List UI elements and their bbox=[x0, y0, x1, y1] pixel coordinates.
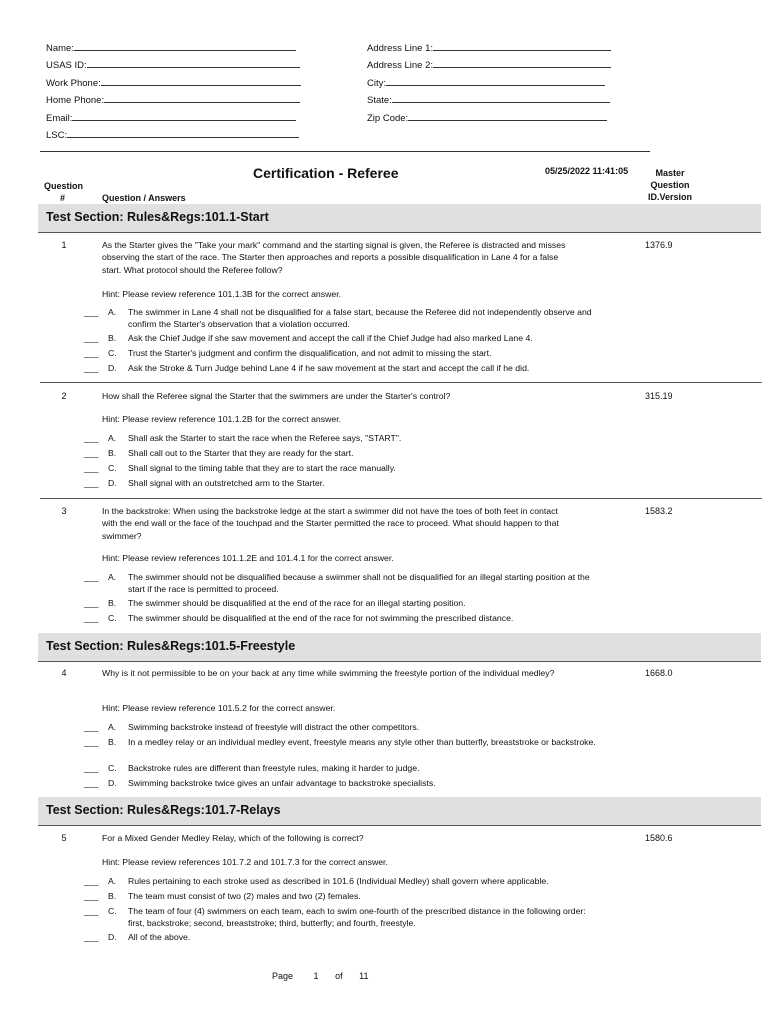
answer-option[interactable] bbox=[84, 891, 604, 903]
question-text: As the Starter gives the "Take your mark" command and the starting signal is given, the Referee is distracted and misses observing the start of the race. The Starter then approaches and reports a possible disqualification in Lane 4 for a false start. What protocol should the Referee follow? bbox=[102, 240, 566, 275]
section-title: Test Section: Rules&Regs:101.5-Freestyle bbox=[46, 639, 296, 653]
state-field[interactable] bbox=[367, 92, 610, 106]
answer-text: Rules pertaining to each stroke used as described in 101.6 (Individual Medley) shall govern where applicable. bbox=[128, 876, 549, 886]
answer-text: Swimming backstroke instead of freestyle will distract the other competitors. bbox=[128, 722, 420, 732]
answer-blank: ___ bbox=[84, 448, 99, 458]
answer-option[interactable] bbox=[84, 932, 604, 944]
answer-text: All of the above. bbox=[128, 932, 191, 942]
answer-letter: A. bbox=[108, 307, 117, 317]
question-id: 1583.2 bbox=[645, 506, 673, 516]
answer-option[interactable] bbox=[84, 737, 604, 749]
section-title: Test Section: Rules&Regs:101.1-Start bbox=[46, 210, 269, 224]
answer-blank: ___ bbox=[84, 932, 99, 942]
answer-text: The swimmer should not be disqualified because a swimmer shall not be disqualified for an illegal starting position at the start if the race is permitted to proceed. bbox=[128, 572, 590, 594]
email-label: Email: bbox=[46, 113, 73, 124]
question-number: 4 bbox=[61, 668, 67, 678]
zip-field[interactable] bbox=[367, 110, 607, 124]
lsc-label: LSC: bbox=[46, 130, 68, 141]
of-label: of bbox=[335, 971, 343, 981]
question-id: 1580.6 bbox=[645, 833, 673, 843]
answer-letter: B. bbox=[108, 891, 117, 901]
address2-line bbox=[433, 57, 611, 68]
answer-letter: B. bbox=[108, 333, 117, 343]
address2-label: Address Line 2: bbox=[367, 60, 434, 71]
answer-blank: ___ bbox=[84, 906, 99, 916]
usas-id-label: USAS ID: bbox=[46, 60, 87, 71]
answer-text: Shall ask the Starter to start the race when the Referee says, "START". bbox=[128, 433, 402, 443]
answer-blank: ___ bbox=[84, 876, 99, 886]
answer-option[interactable] bbox=[84, 363, 604, 375]
test-section-start bbox=[38, 204, 761, 233]
answer-blank: ___ bbox=[84, 307, 99, 317]
question-hint: Hint: Please review reference 101.5.2 for the correct answer. bbox=[102, 703, 336, 713]
answer-letter: D. bbox=[108, 478, 117, 488]
answer-text: The swimmer in Lane 4 shall not be disqualified for a false start, because the Referee did not independently observe and confirm the Starter's observation that a violation occurred. bbox=[128, 307, 592, 329]
test-section-relays bbox=[38, 797, 761, 826]
col-qa-label: Question / Answers bbox=[102, 193, 186, 203]
answer-text: Ask the Chief Judge if she saw movement and accept the call if the Chief Judge had also marked Lane 4. bbox=[128, 333, 533, 343]
question-hint: Hint: Please review references 101.7.2 and 101.7.3 for the correct answer. bbox=[102, 857, 388, 867]
lsc-line bbox=[67, 127, 299, 138]
page-total: 11 bbox=[359, 971, 369, 981]
question-text: For a Mixed Gender Medley Relay, which of the following is correct? bbox=[102, 833, 364, 843]
answer-blank: ___ bbox=[84, 598, 99, 608]
answer-blank: ___ bbox=[84, 778, 99, 788]
answer-blank: ___ bbox=[84, 333, 99, 343]
answer-option[interactable] bbox=[84, 778, 604, 790]
answer-letter: D. bbox=[108, 363, 117, 373]
answer-blank: ___ bbox=[84, 348, 99, 358]
answer-option[interactable] bbox=[84, 433, 604, 445]
answer-text: The swimmer should be disqualified at the end of the race for not swimming the prescribed distance. bbox=[128, 613, 514, 623]
page-label: Page bbox=[272, 971, 294, 981]
question-text: How shall the Referee signal the Starter that the swimmers are under the Starter's control? bbox=[102, 391, 451, 401]
question-divider bbox=[40, 498, 762, 499]
col-hash-label: # bbox=[60, 193, 66, 203]
question-divider bbox=[40, 382, 762, 383]
answer-text: Backstroke rules are different than freestyle rules, making it harder to judge. bbox=[128, 763, 420, 773]
answer-option[interactable] bbox=[84, 448, 604, 460]
answer-text: Shall signal to the timing table that they are to start the race manually. bbox=[128, 463, 396, 473]
page-footer bbox=[272, 971, 368, 981]
answer-option[interactable] bbox=[84, 478, 604, 490]
email-line bbox=[72, 110, 296, 121]
col-id-version-label: ID.Version bbox=[647, 192, 692, 202]
page-number: 1 bbox=[313, 971, 319, 981]
answer-text: Ask the Stroke & Turn Judge behind Lane 4 if he saw movement at the start and accept the call if he did. bbox=[128, 363, 530, 373]
work-phone-label: Work Phone: bbox=[46, 78, 101, 89]
answer-letter: C. bbox=[108, 348, 117, 358]
answer-option[interactable] bbox=[84, 572, 604, 596]
city-label: City: bbox=[367, 78, 386, 89]
col-master-label: Master bbox=[655, 168, 685, 178]
question-number: 3 bbox=[61, 506, 67, 516]
answer-blank: ___ bbox=[84, 363, 99, 373]
name-line bbox=[74, 40, 296, 51]
lsc-field[interactable] bbox=[46, 127, 299, 141]
home-phone-line bbox=[104, 92, 300, 103]
question-id: 1668.0 bbox=[645, 668, 673, 678]
name-field[interactable] bbox=[46, 40, 296, 54]
answer-letter: C. bbox=[108, 906, 117, 916]
answer-letter: A. bbox=[108, 876, 117, 886]
section-title: Test Section: Rules&Regs:101.7-Relays bbox=[46, 803, 281, 817]
answer-text: In a medley relay or an individual medley event, freestyle means any style other than butterfly, breaststroke or backstroke. bbox=[128, 737, 596, 747]
answer-blank: ___ bbox=[84, 613, 99, 623]
answer-option[interactable] bbox=[84, 598, 604, 610]
answer-option[interactable] bbox=[84, 722, 604, 734]
col-master-question-label: Question bbox=[650, 180, 690, 190]
answer-letter: A. bbox=[108, 433, 117, 443]
question-id: 315.19 bbox=[645, 391, 673, 401]
answer-option[interactable] bbox=[84, 348, 604, 360]
col-master-header bbox=[636, 167, 704, 203]
work-phone-field[interactable] bbox=[46, 75, 301, 89]
usas-id-line bbox=[87, 57, 300, 68]
city-field[interactable] bbox=[367, 75, 605, 89]
answer-blank: ___ bbox=[84, 463, 99, 473]
answer-option[interactable] bbox=[84, 906, 604, 930]
answer-blank: ___ bbox=[84, 891, 99, 901]
header-rule bbox=[40, 151, 650, 152]
address1-field[interactable] bbox=[367, 40, 611, 54]
answer-text: Shall call out to the Starter that they are ready for the start. bbox=[128, 448, 354, 458]
question-hint: Hint: Please review reference 101.1.3B for the correct answer. bbox=[102, 289, 342, 299]
answer-option[interactable] bbox=[84, 613, 604, 625]
home-phone-label: Home Phone: bbox=[46, 95, 105, 106]
answer-text: The team must consist of two (2) males and two (2) females. bbox=[128, 891, 361, 901]
answer-blank: ___ bbox=[84, 478, 99, 488]
answer-option[interactable] bbox=[84, 876, 604, 888]
address1-line bbox=[433, 40, 611, 51]
question-text: In the backstroke: When using the backstroke ledge at the start a swimmer did not have the toes of both feet in contact with the end wall or the face of the touchpad and the Starter permitted the race to proceed. What should happen to that swimmer? bbox=[102, 506, 559, 541]
email-field[interactable] bbox=[46, 110, 296, 124]
answer-blank: ___ bbox=[84, 572, 99, 582]
answer-letter: C. bbox=[108, 763, 117, 773]
question-number: 2 bbox=[61, 391, 67, 401]
usas-id-field[interactable] bbox=[46, 57, 300, 71]
answer-text: The team of four (4) swimmers on each team, each to swim one-fourth of the prescribed distance in the following order: first, backstroke; second, breaststroke; third, butterfly; and fourth, freestyle. bbox=[128, 906, 586, 928]
answer-text: Swimming backstroke twice gives an unfair advantage to backstroke specialists. bbox=[128, 778, 436, 788]
answer-text: The swimmer should be disqualified at the end of the race for an illegal starting position. bbox=[128, 598, 466, 608]
answer-blank: ___ bbox=[84, 433, 99, 443]
answer-blank: ___ bbox=[84, 763, 99, 773]
question-number: 1 bbox=[61, 240, 67, 250]
answer-option[interactable] bbox=[84, 307, 604, 331]
name-label: Name: bbox=[46, 43, 74, 54]
work-phone-line bbox=[101, 75, 301, 86]
answer-letter: D. bbox=[108, 932, 117, 942]
zip-line bbox=[408, 110, 607, 121]
question-hint: Hint: Please review reference 101.1.2B for the correct answer. bbox=[102, 414, 342, 424]
answer-letter: A. bbox=[108, 722, 117, 732]
answer-letter: C. bbox=[108, 613, 117, 623]
address2-field[interactable] bbox=[367, 57, 611, 71]
answer-letter: A. bbox=[108, 572, 117, 582]
zip-label: Zip Code: bbox=[367, 113, 409, 124]
question-text: Why is it not permissible to be on your back at any time while swimming the freestyle portion of the individual medley? bbox=[102, 668, 555, 678]
col-question-label: Question bbox=[44, 181, 84, 191]
test-section-freestyle bbox=[38, 633, 761, 662]
page-title: Certification - Referee bbox=[253, 165, 399, 181]
answer-blank: ___ bbox=[84, 722, 99, 732]
home-phone-field[interactable] bbox=[46, 92, 300, 106]
city-line bbox=[386, 75, 605, 86]
address1-label: Address Line 1: bbox=[367, 43, 434, 54]
answer-blank: ___ bbox=[84, 737, 99, 747]
answer-text: Shall signal with an outstretched arm to the Starter. bbox=[128, 478, 325, 488]
answer-option[interactable] bbox=[84, 763, 604, 775]
answer-letter: B. bbox=[108, 598, 117, 608]
question-hint: Hint: Please review references 101.1.2E and 101.4.1 for the correct answer. bbox=[102, 553, 394, 563]
answer-option[interactable] bbox=[84, 463, 604, 475]
question-number: 5 bbox=[61, 833, 67, 843]
answer-letter: D. bbox=[108, 778, 117, 788]
state-line bbox=[392, 92, 610, 103]
answer-letter: B. bbox=[108, 448, 117, 458]
question-id: 1376.9 bbox=[645, 240, 673, 250]
answer-text: Trust the Starter's judgment and confirm the disqualification, and not admit to missing the start. bbox=[128, 348, 492, 358]
answer-letter: B. bbox=[108, 737, 117, 747]
timestamp: 05/25/2022 11:41:05 bbox=[545, 166, 629, 176]
answer-letter: C. bbox=[108, 463, 117, 473]
answer-option[interactable] bbox=[84, 333, 604, 345]
state-label: State: bbox=[367, 95, 392, 106]
